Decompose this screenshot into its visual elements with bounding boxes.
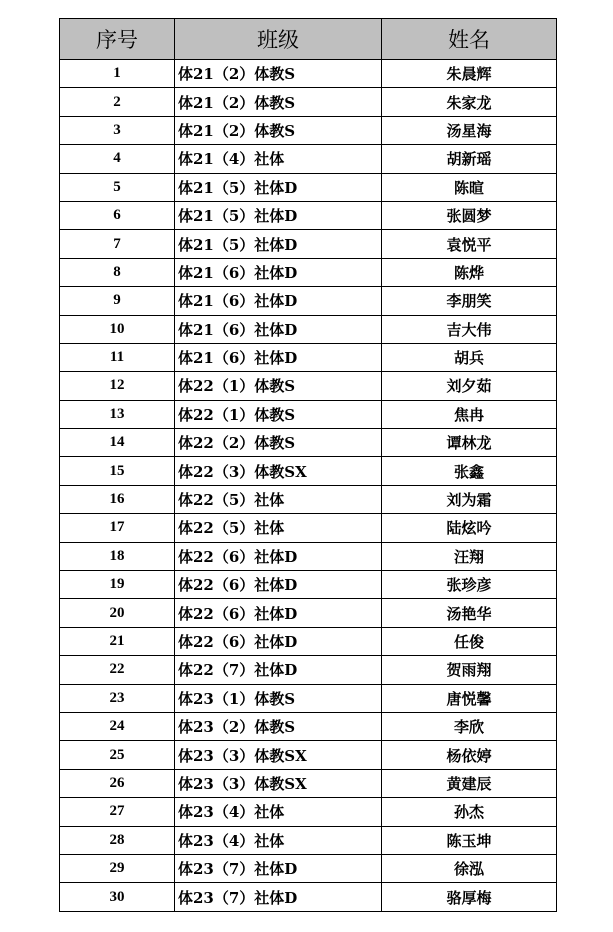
serial-number-cell: 7 xyxy=(60,230,175,258)
student-name-cell: 骆厚梅 xyxy=(382,883,557,911)
student-name-cell: 陆炫吟 xyxy=(382,514,557,542)
student-name-cell: 贺雨翔 xyxy=(382,656,557,684)
class-cell: 体22（5）社体 xyxy=(175,485,382,513)
student-name-cell: 杨依婷 xyxy=(382,741,557,769)
table-row xyxy=(60,457,557,485)
serial-number-cell: 20 xyxy=(60,599,175,627)
serial-number-cell: 5 xyxy=(60,173,175,201)
table-row xyxy=(60,201,557,229)
student-name-cell: 张圆梦 xyxy=(382,201,557,229)
serial-number-cell: 1 xyxy=(60,60,175,88)
class-cell: 体21（6）社体D xyxy=(175,287,382,315)
header-serial-number: 序号 xyxy=(60,19,175,60)
serial-number-cell: 3 xyxy=(60,116,175,144)
table-row xyxy=(60,485,557,513)
student-name-cell: 李欣 xyxy=(382,712,557,740)
student-name-cell: 陈烨 xyxy=(382,258,557,286)
student-name-cell: 刘为霜 xyxy=(382,485,557,513)
table-row xyxy=(60,429,557,457)
serial-number-cell: 10 xyxy=(60,315,175,343)
serial-number-cell: 30 xyxy=(60,883,175,911)
serial-number-cell: 8 xyxy=(60,258,175,286)
serial-number-cell: 15 xyxy=(60,457,175,485)
table-header xyxy=(60,19,557,60)
student-name-cell: 汤星海 xyxy=(382,116,557,144)
serial-number-cell: 21 xyxy=(60,627,175,655)
class-cell: 体21（5）社体D xyxy=(175,201,382,229)
table-row xyxy=(60,656,557,684)
student-name-cell: 汤艳华 xyxy=(382,599,557,627)
student-name-cell: 陈玉坤 xyxy=(382,826,557,854)
table-row xyxy=(60,769,557,797)
class-cell: 体21（5）社体D xyxy=(175,173,382,201)
header-name: 姓名 xyxy=(382,19,557,60)
class-cell: 体23（3）体教SX xyxy=(175,769,382,797)
student-name-cell: 汪翔 xyxy=(382,542,557,570)
table-row xyxy=(60,230,557,258)
class-cell: 体21（2）体教S xyxy=(175,60,382,88)
class-cell: 体21（6）社体D xyxy=(175,315,382,343)
serial-number-cell: 2 xyxy=(60,88,175,116)
student-name-cell: 李朋笑 xyxy=(382,287,557,315)
class-cell: 体22（6）社体D xyxy=(175,542,382,570)
class-cell: 体22（5）社体 xyxy=(175,514,382,542)
header-class: 班级 xyxy=(175,19,382,60)
serial-number-cell: 14 xyxy=(60,429,175,457)
table-row xyxy=(60,684,557,712)
table-row xyxy=(60,599,557,627)
student-name-cell: 胡兵 xyxy=(382,343,557,371)
class-cell: 体23（7）社体D xyxy=(175,883,382,911)
class-cell: 体23（7）社体D xyxy=(175,854,382,882)
class-cell: 体22（7）社体D xyxy=(175,656,382,684)
serial-number-cell: 16 xyxy=(60,485,175,513)
student-name-cell: 朱家龙 xyxy=(382,88,557,116)
serial-number-cell: 18 xyxy=(60,542,175,570)
table-row xyxy=(60,826,557,854)
table-row xyxy=(60,88,557,116)
serial-number-cell: 9 xyxy=(60,287,175,315)
header-row xyxy=(60,19,557,60)
student-name-cell: 徐泓 xyxy=(382,854,557,882)
table-row xyxy=(60,571,557,599)
table-row xyxy=(60,883,557,911)
class-cell: 体22（6）社体D xyxy=(175,571,382,599)
class-cell: 体21（2）体教S xyxy=(175,88,382,116)
serial-number-cell: 22 xyxy=(60,656,175,684)
class-cell: 体23（4）社体 xyxy=(175,798,382,826)
table-row xyxy=(60,258,557,286)
table-body xyxy=(60,60,557,912)
table-row xyxy=(60,400,557,428)
class-cell: 体21（2）体教S xyxy=(175,116,382,144)
table-row xyxy=(60,627,557,655)
serial-number-cell: 12 xyxy=(60,372,175,400)
class-cell: 体22（1）体教S xyxy=(175,372,382,400)
class-cell: 体22（1）体教S xyxy=(175,400,382,428)
class-cell: 体23（2）体教S xyxy=(175,712,382,740)
class-cell: 体21（6）社体D xyxy=(175,343,382,371)
class-cell: 体23（4）社体 xyxy=(175,826,382,854)
student-name-cell: 张鑫 xyxy=(382,457,557,485)
table-row xyxy=(60,798,557,826)
table-row xyxy=(60,343,557,371)
serial-number-cell: 24 xyxy=(60,712,175,740)
student-name-cell: 陈暄 xyxy=(382,173,557,201)
student-name-cell: 任俊 xyxy=(382,627,557,655)
table-row xyxy=(60,741,557,769)
class-cell: 体22（6）社体D xyxy=(175,599,382,627)
table-row xyxy=(60,145,557,173)
class-cell: 体22（2）体教S xyxy=(175,429,382,457)
table-row xyxy=(60,287,557,315)
serial-number-cell: 27 xyxy=(60,798,175,826)
student-name-cell: 谭林龙 xyxy=(382,429,557,457)
class-cell: 体21（5）社体D xyxy=(175,230,382,258)
table-row xyxy=(60,854,557,882)
serial-number-cell: 28 xyxy=(60,826,175,854)
student-name-cell: 袁悦平 xyxy=(382,230,557,258)
student-name-cell: 唐悦馨 xyxy=(382,684,557,712)
table-row xyxy=(60,116,557,144)
student-name-cell: 胡新瑶 xyxy=(382,145,557,173)
class-cell: 体23（1）体教S xyxy=(175,684,382,712)
student-name-cell: 朱晨辉 xyxy=(382,60,557,88)
class-cell: 体22（3）体教SX xyxy=(175,457,382,485)
table-row xyxy=(60,514,557,542)
table-row xyxy=(60,173,557,201)
class-cell: 体23（3）体教SX xyxy=(175,741,382,769)
table-row xyxy=(60,60,557,88)
class-cell: 体21（6）社体D xyxy=(175,258,382,286)
class-cell: 体21（4）社体 xyxy=(175,145,382,173)
table-row xyxy=(60,372,557,400)
table-row xyxy=(60,712,557,740)
student-name-cell: 孙杰 xyxy=(382,798,557,826)
serial-number-cell: 23 xyxy=(60,684,175,712)
serial-number-cell: 25 xyxy=(60,741,175,769)
serial-number-cell: 11 xyxy=(60,343,175,371)
serial-number-cell: 26 xyxy=(60,769,175,797)
serial-number-cell: 13 xyxy=(60,400,175,428)
class-cell: 体22（6）社体D xyxy=(175,627,382,655)
serial-number-cell: 6 xyxy=(60,201,175,229)
student-name-cell: 吉大伟 xyxy=(382,315,557,343)
serial-number-cell: 17 xyxy=(60,514,175,542)
table-row xyxy=(60,315,557,343)
student-name-cell: 刘夕茹 xyxy=(382,372,557,400)
student-name-cell: 张珍彦 xyxy=(382,571,557,599)
student-name-cell: 焦冉 xyxy=(382,400,557,428)
student-name-cell: 黄建辰 xyxy=(382,769,557,797)
serial-number-cell: 19 xyxy=(60,571,175,599)
serial-number-cell: 4 xyxy=(60,145,175,173)
table-row xyxy=(60,542,557,570)
serial-number-cell: 29 xyxy=(60,854,175,882)
student-list-table xyxy=(59,18,557,912)
